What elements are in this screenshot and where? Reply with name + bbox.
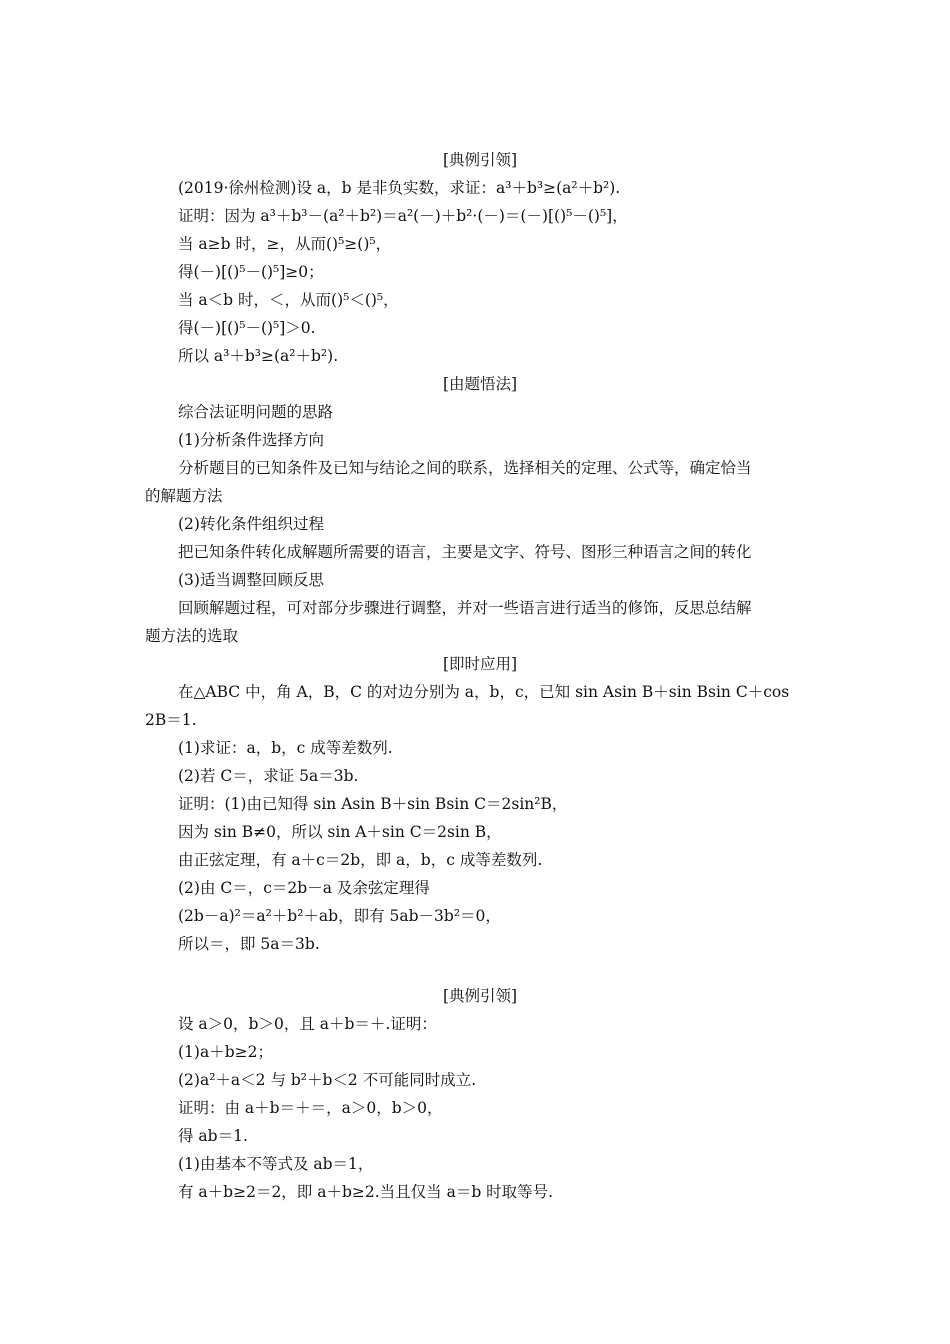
- proof-line: 证明：(1)由已知得 sin Asin B＋sin Bsin C＝2sin²B，: [178, 795, 568, 813]
- proof-line: 所以＝，即 5a＝3b.: [178, 935, 320, 953]
- proof-line: 因为 sin B≠0，所以 sin A＋sin C＝2sin B，: [178, 823, 502, 841]
- method-paragraph: 题方法的选取: [145, 627, 239, 645]
- proof-line: 所以 a³＋b³≥(a²＋b²).: [178, 347, 339, 365]
- proof-line: 证明：因为 a³＋b³－(a²＋b²)＝a²(－)＋b²·(－)＝(－)[()⁵－()⁵]，: [178, 207, 628, 225]
- proof-line: 得(－)[()⁵－()⁵]＞0.: [178, 319, 316, 337]
- problem-statement: 设 a＞0，b＞0，且 a＋b＝＋.证明：: [178, 1015, 437, 1033]
- proof-line: 有 a＋b≥2＝2，即 a＋b≥2.当且仅当 a＝b 时取等号.: [178, 1183, 554, 1201]
- section-heading-example-2: [典例引领]: [442, 987, 518, 1005]
- problem-part: (2)a²＋a＜2 与 b²＋b＜2 不可能同时成立.: [178, 1071, 477, 1089]
- method-paragraph: 回顾解题过程，可对部分步骤进行调整，并对一些语言进行适当的修饰，反思总结解: [178, 599, 752, 617]
- method-paragraph: 分析题目的已知条件及已知与结论之间的联系，选择相关的定理、公式等，确定恰当: [178, 459, 752, 477]
- section-heading-example-1: [典例引领]: [442, 151, 518, 169]
- problem-statement: 在△ABC 中，角 A，B，C 的对边分别为 a，b，c，已知 sin Asin B＋sin Bsin C＋cos: [178, 683, 790, 701]
- problem-part: (2)若 C＝，求证 5a＝3b.: [178, 767, 359, 785]
- problem-statement: 2B＝1.: [145, 711, 197, 729]
- method-paragraph: 把已知条件转化成解题所需要的语言，主要是文字、符号、图形三种语言之间的转化: [178, 543, 752, 561]
- method-step-heading: (1)分析条件选择方向: [178, 431, 324, 449]
- proof-line: 得 ab＝1.: [178, 1127, 248, 1145]
- proof-line: 当 a≥b 时，≥，从而()⁵≥()⁵，: [178, 235, 392, 253]
- proof-line: (2b－a)²＝a²＋b²＋ab，即有 5ab－3b²＝0，: [178, 907, 501, 925]
- proof-line: (1)由基本不等式及 ab＝1，: [178, 1155, 374, 1173]
- proof-line: (2)由 C＝，c＝2b－a 及余弦定理得: [178, 879, 430, 897]
- method-title: 综合法证明问题的思路: [178, 403, 334, 421]
- section-heading-application: [即时应用]: [442, 655, 518, 673]
- method-paragraph: 的解题方法: [145, 487, 223, 505]
- proof-line: 证明：由 a＋b＝＋＝，a＞0，b＞0，: [178, 1099, 443, 1117]
- proof-line: 当 a＜b 时，＜，从而()⁵＜()⁵，: [178, 291, 399, 309]
- problem-statement: (2019·徐州检测)设 a，b 是非负实数，求证：a³＋b³≥(a²＋b²).: [178, 179, 621, 197]
- section-heading-method: [由题悟法]: [442, 375, 518, 393]
- problem-part: (1)求证：a，b，c 成等差数列.: [178, 739, 393, 757]
- problem-part: (1)a＋b≥2；: [178, 1043, 273, 1061]
- method-step-heading: (2)转化条件组织过程: [178, 515, 324, 533]
- proof-line: 由正弦定理，有 a＋c＝2b，即 a，b，c 成等差数列.: [178, 851, 543, 869]
- proof-line: 得(－)[()⁵－()⁵]≥0；: [178, 263, 324, 281]
- method-step-heading: (3)适当调整回顾反思: [178, 571, 324, 589]
